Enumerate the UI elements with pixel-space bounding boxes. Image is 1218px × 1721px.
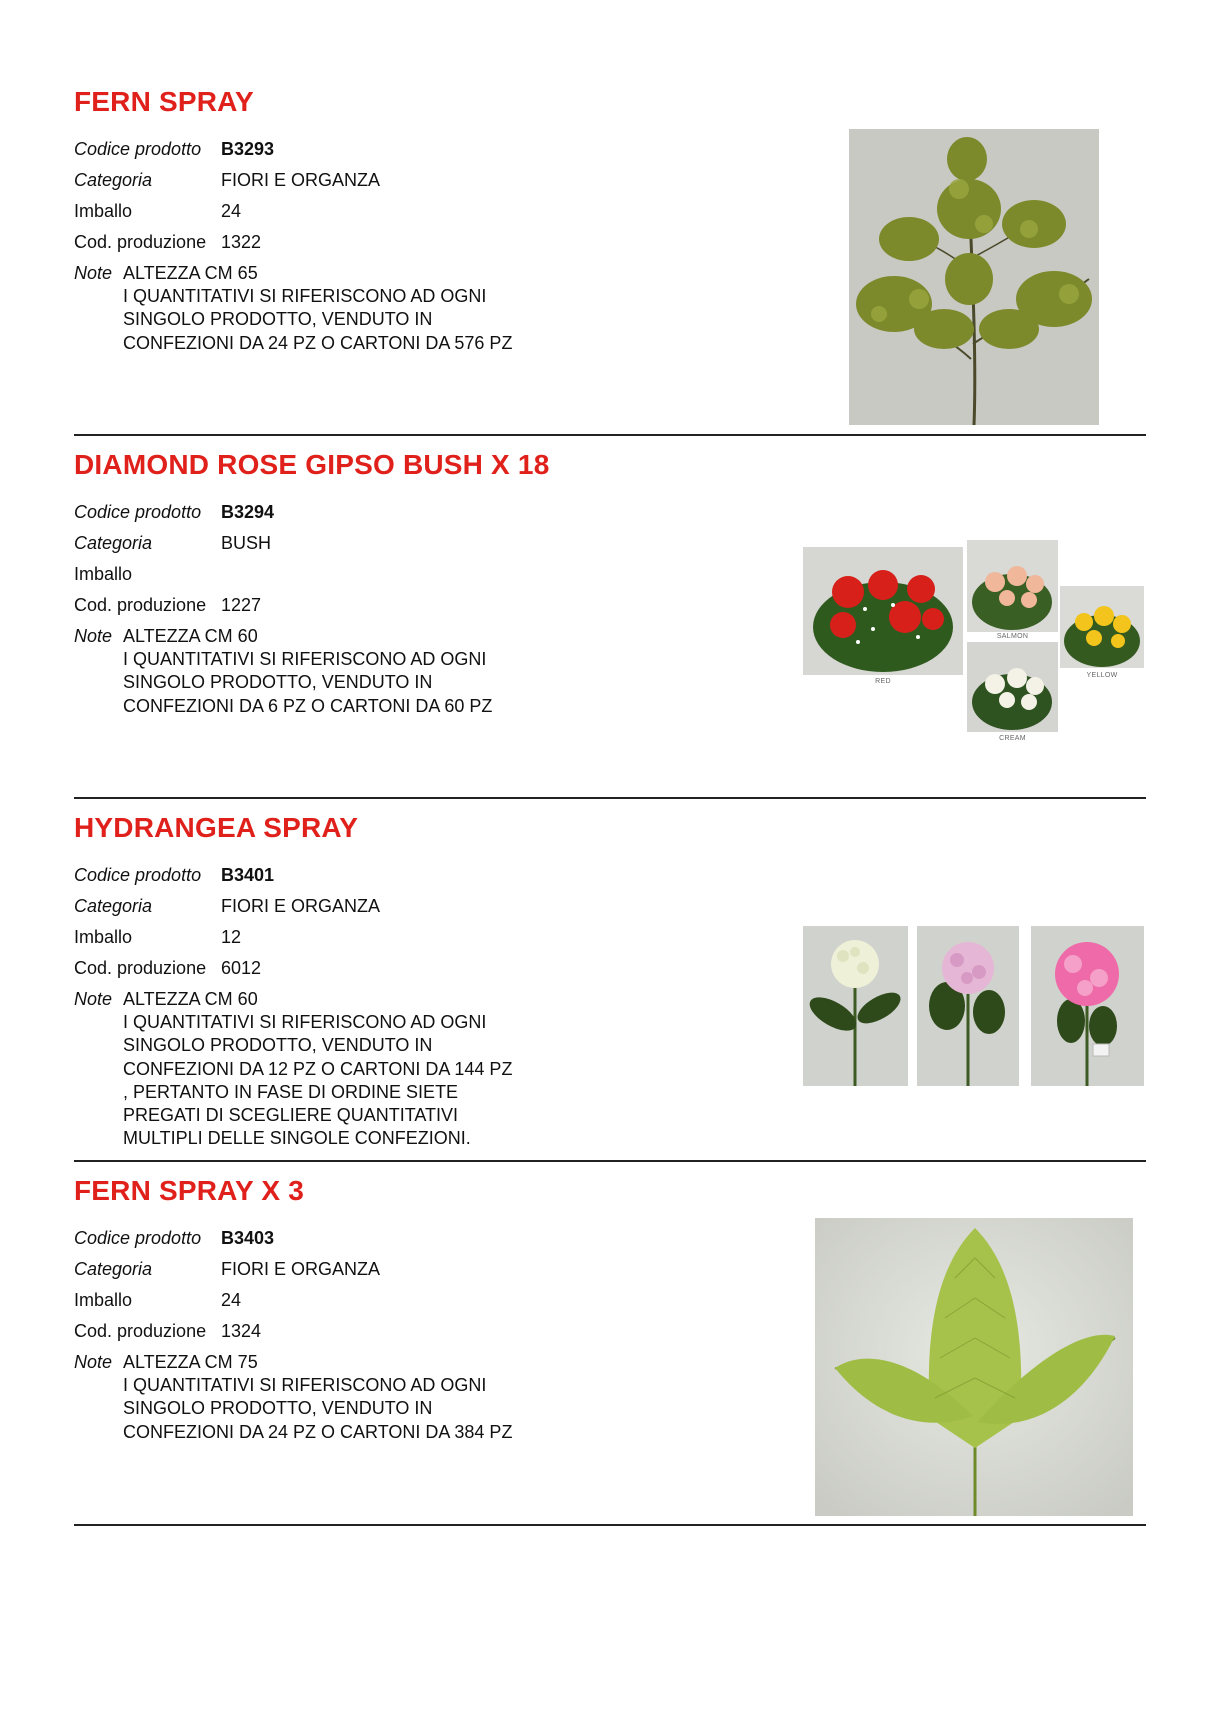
product-category: FIORI E ORGANZA <box>221 896 381 916</box>
product-details <box>74 864 512 1150</box>
hydrangea-pink-image <box>1031 926 1144 1086</box>
section-divider <box>74 797 1146 799</box>
packing-label: Imballo <box>74 564 133 584</box>
product-category: FIORI E ORGANZA <box>221 170 381 190</box>
note-label: Note <box>74 626 113 646</box>
product-details <box>74 1227 512 1444</box>
product-title: DIAMOND ROSE GIPSO BUSH X 18 <box>74 449 550 480</box>
product-code: B3403 <box>221 1228 275 1248</box>
category-label: Categoria <box>74 896 153 916</box>
product-title: FERN SPRAY <box>74 86 254 117</box>
rose-bush-cream-image <box>967 642 1058 732</box>
fern-spray-x3-image <box>815 1218 1133 1516</box>
production-code: 1322 <box>221 232 262 252</box>
product-details <box>74 138 512 355</box>
fern-spray-image <box>849 129 1099 425</box>
variant-caption-salmon: SALMON <box>996 633 1029 640</box>
product-packing: 24 <box>221 1290 242 1310</box>
product-note: ALTEZZA CM 60 I QUANTITATIVI SI RIFERISCONO AD OGNI SINGOLO PRODOTTO, VENDUTO IN CONFEZIONI DA 12 PZ O CARTONI DA 144 PZ , PERTANTO IN FASE DI ORDINE SIETE PREGATI DI SCEGLIERE QUANTITATIVI MULTIPLI DELLE SINGOLE CONFEZIONI. <box>123 989 513 1149</box>
code-label: Codice prodotto <box>74 1228 202 1248</box>
section-divider <box>74 434 1146 436</box>
packing-label: Imballo <box>74 1290 133 1310</box>
product-note: ALTEZZA CM 60 I QUANTITATIVI SI RIFERISCONO AD OGNI SINGOLO PRODOTTO, VENDUTO IN CONFEZIONI DA 6 PZ O CARTONI DA 60 PZ <box>123 626 493 716</box>
rose-bush-salmon-image <box>967 540 1058 632</box>
packing-label: Imballo <box>74 927 133 947</box>
hydrangea-white-image <box>803 926 908 1086</box>
production-code: 1324 <box>221 1321 262 1341</box>
variant-caption-red: RED <box>875 678 891 685</box>
category-label: Categoria <box>74 170 153 190</box>
product-category: BUSH <box>221 533 272 553</box>
category-label: Categoria <box>74 533 153 553</box>
product-code: B3401 <box>221 865 275 885</box>
section-divider <box>74 1524 1146 1526</box>
product-code: B3293 <box>221 139 275 159</box>
category-label: Categoria <box>74 1259 153 1279</box>
product-note: ALTEZZA CM 75 I QUANTITATIVI SI RIFERISCONO AD OGNI SINGOLO PRODOTTO, VENDUTO IN CONFEZIONI DA 24 PZ O CARTONI DA 384 PZ <box>123 1352 513 1442</box>
product-category: FIORI E ORGANZA <box>221 1259 381 1279</box>
production-code: 6012 <box>221 958 262 978</box>
product-details <box>74 501 492 718</box>
product-packing: 12 <box>221 927 242 947</box>
section-divider <box>74 1160 1146 1162</box>
code-label: Codice prodotto <box>74 502 202 522</box>
rose-bush-yellow-image <box>1060 586 1144 668</box>
production-label: Cod. produzione <box>74 958 207 978</box>
rose-bush-red-image <box>803 547 963 675</box>
hydrangea-lilac-image <box>917 926 1019 1086</box>
note-label: Note <box>74 263 113 283</box>
code-label: Codice prodotto <box>74 139 202 159</box>
product-title: FERN SPRAY X 3 <box>74 1175 304 1206</box>
production-label: Cod. produzione <box>74 1321 207 1341</box>
packing-label: Imballo <box>74 201 133 221</box>
production-code: 1227 <box>221 595 262 615</box>
product-title: HYDRANGEA SPRAY <box>74 812 359 843</box>
note-label: Note <box>74 989 113 1009</box>
product-note: ALTEZZA CM 65 I QUANTITATIVI SI RIFERISCONO AD OGNI SINGOLO PRODOTTO, VENDUTO IN CONFEZIONI DA 24 PZ O CARTONI DA 576 PZ <box>123 263 513 353</box>
code-label: Codice prodotto <box>74 865 202 885</box>
product-code: B3294 <box>221 502 275 522</box>
production-label: Cod. produzione <box>74 232 207 252</box>
product-packing: 24 <box>221 201 242 221</box>
variant-caption-cream: CREAM <box>999 735 1026 742</box>
production-label: Cod. produzione <box>74 595 207 615</box>
variant-caption-yellow: YELLOW <box>1086 672 1118 679</box>
note-label: Note <box>74 1352 113 1372</box>
